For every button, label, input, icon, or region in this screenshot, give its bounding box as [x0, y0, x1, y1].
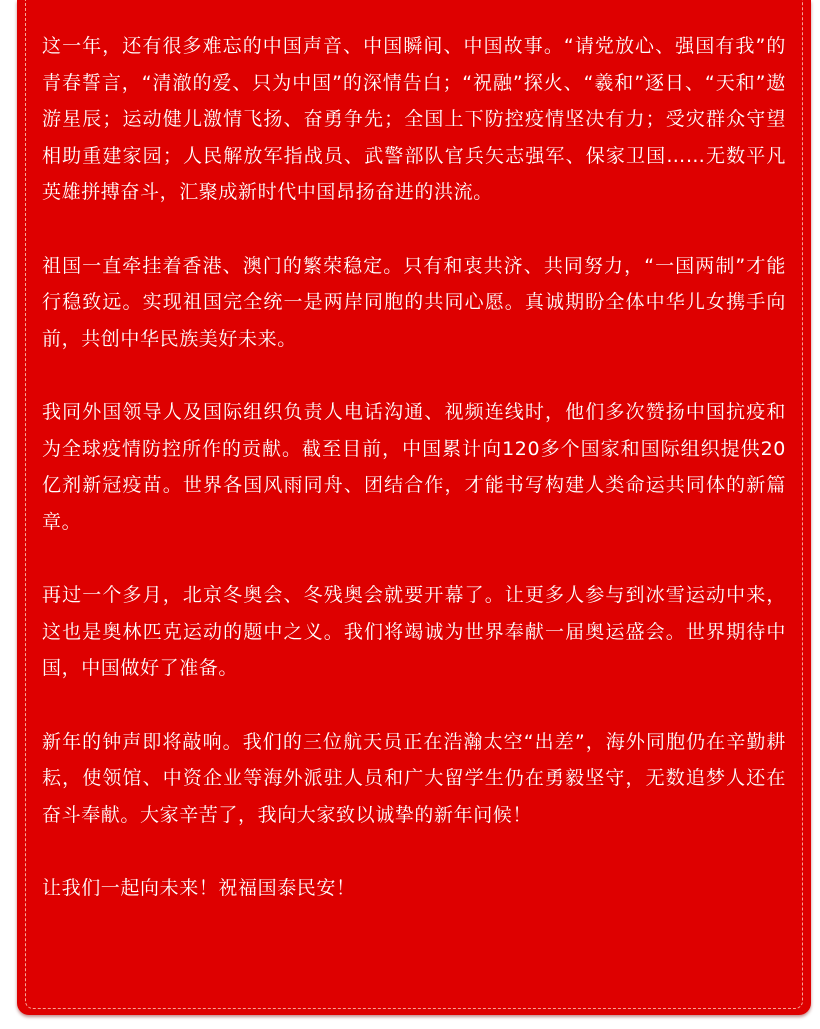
paragraph-4: 再过一个多月，北京冬奥会、冬残奥会就要开幕了。让更多人参与到冰雪运动中来，这也是奥林匹克运动的题中之义。我们将竭诚为世界奉献一届奥运盛会。世界期待中国，中国做好了准备。 — [42, 584, 786, 679]
article-card — [17, 0, 811, 1015]
paragraph-1: 这一年，还有很多难忘的中国声音、中国瞬间、中国故事。“请党放心、强国有我”的青春誓言，“清澈的爱、只为中国”的深情告白；“祝融”探火、“羲和”逐日、“天和”遨游星辰；运动健儿激情飞扬、奋勇争先；全国上下防控疫情坚决有力；受灾群众守望相助重建家园；人民解放军指战员、武警部队官兵矢志强军、保家卫国……无数平凡英雄拼搏奋斗，汇聚成新时代中国昂扬奋进的洪流。 — [42, 35, 786, 203]
paragraph-3: 我同外国领导人及国际组织负责人电话沟通、视频连线时，他们多次赞扬中国抗疫和为全球疫情防控所作的贡献。截至目前，中国累计向120多个国家和国际组织提供20亿剂新冠疫苗。世界各国风雨同舟、团结合作，才能书写构建人类命运共同体的新篇章。 — [42, 401, 786, 533]
article-body — [42, 28, 786, 907]
paragraph-6: 让我们一起向未来！祝福国泰民安！ — [42, 877, 356, 899]
paragraph-5: 新年的钟声即将敲响。我们的三位航天员正在浩瀚太空“出差”，海外同胞仍在辛勤耕耘，使领馆、中资企业等海外派驻人员和广大留学生仍在勇毅坚守，无数追梦人还在奋斗奉献。大家辛苦了，我向大家致以诚挚的新年问候！ — [42, 730, 786, 826]
paragraph-2: 祖国一直牵挂着香港、澳门的繁荣稳定。只有和衷共济、共同努力，“一国两制”才能行稳致远。实现祖国完全统一是两岸同胞的共同心愿。真诚期盼全体中华儿女携手向前，共创中华民族美好未来。 — [42, 254, 786, 350]
